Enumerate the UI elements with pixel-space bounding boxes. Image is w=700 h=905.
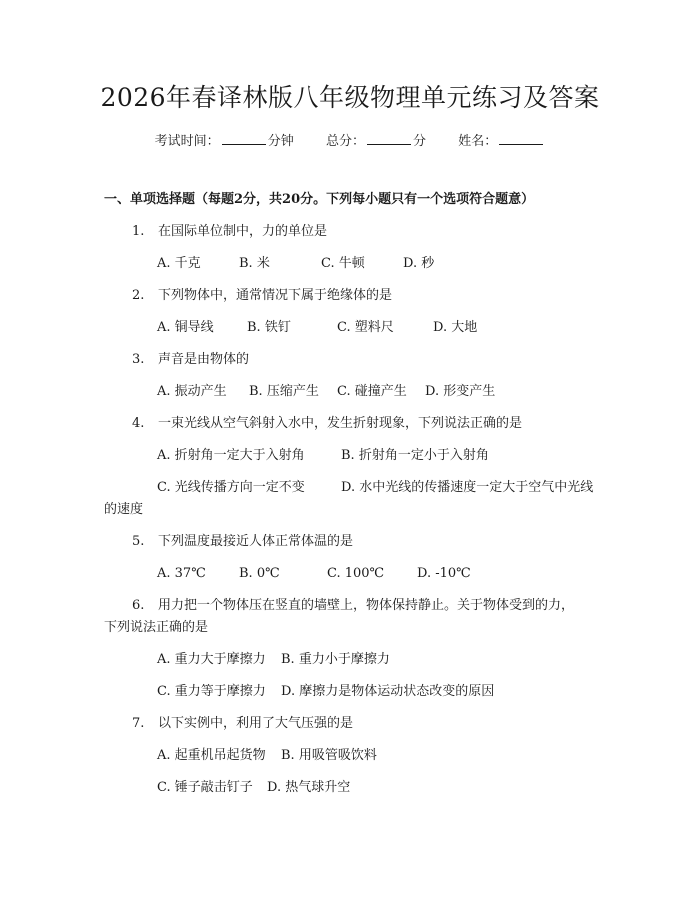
section-heading: 一、单项选择题（每题2分，共20分。下列每小题只有一个选项符合题意）	[104, 192, 535, 207]
question-options	[157, 474, 593, 502]
question-text: 声音是由物体的	[158, 352, 250, 367]
option: C. 塑料尺	[337, 320, 394, 335]
question-options	[157, 646, 390, 674]
option: D. 大地	[433, 320, 478, 335]
option: C. 重力等于摩擦力	[157, 684, 266, 699]
time-unit: 分钟	[267, 134, 294, 149]
page-title: 2026年春译林版八年级物理单元练习及答案	[100, 83, 600, 112]
score-unit: 分	[413, 134, 427, 149]
option: A. 振动产生	[157, 384, 227, 399]
option: D. 水中光线的传播速度一定大于空气中光线	[341, 480, 594, 495]
option: C. 碰撞产生	[337, 384, 407, 399]
question-number: 3.	[132, 352, 145, 367]
option: B. 折射角一定小于入射角	[341, 448, 489, 463]
question-number: 1.	[132, 224, 145, 239]
question-text: 下列物体中，通常情况下属于绝缘体的是	[158, 288, 393, 303]
question-text: 以下实例中，利用了大气压强的是	[158, 716, 354, 731]
question-text: 用力把一个物体压在竖直的墙壁上，物体保持静止。关于物体受到的力，	[158, 598, 575, 613]
option: B. 米	[239, 256, 270, 271]
question-number: 5.	[132, 534, 145, 549]
question-stem	[132, 410, 522, 438]
time-label: 考试时间：	[154, 134, 220, 149]
question-stem	[132, 346, 249, 374]
question-options	[157, 774, 350, 802]
score-label: 总分：	[325, 134, 365, 149]
option-continuation: 的速度	[104, 502, 144, 517]
name-label: 姓名：	[458, 134, 498, 149]
question-options	[157, 560, 471, 588]
option: D. 热气球升空	[267, 780, 351, 795]
time-blank	[222, 128, 266, 145]
question-text: 下列温度最接近人体正常体温的是	[158, 534, 354, 549]
option: A. 折射角一定大于入射角	[157, 448, 305, 463]
question-number: 2.	[132, 288, 145, 303]
score-blank	[367, 128, 411, 145]
option: D. -10℃	[417, 566, 471, 581]
question-stem	[132, 710, 353, 738]
option: B. 重力小于摩擦力	[281, 652, 390, 667]
question-options	[157, 250, 434, 278]
name-blank	[499, 128, 543, 145]
option: D. 摩擦力是物体运动状态改变的原因	[281, 684, 495, 699]
option: C. 光线传播方向一定不变	[157, 480, 305, 495]
exam-meta	[0, 128, 700, 156]
option: A. 铜导线	[157, 320, 214, 335]
option: B. 0℃	[239, 566, 280, 581]
option: A. 起重机吊起货物	[157, 748, 266, 763]
question-stem	[132, 218, 327, 246]
question-options	[157, 314, 477, 342]
question-options	[157, 742, 377, 770]
option: C. 100℃	[327, 566, 385, 581]
question-stem	[132, 282, 392, 310]
option: B. 铁钉	[247, 320, 291, 335]
question-number: 6.	[132, 598, 145, 613]
question-number: 4.	[132, 416, 145, 431]
option: C. 牛顿	[321, 256, 365, 271]
question-number: 7.	[132, 716, 145, 731]
question-options	[157, 378, 495, 406]
question-text: 一束光线从空气斜射入水中，发生折射现象，下列说法正确的是	[158, 416, 523, 431]
question-text: 在国际单位制中，力的单位是	[158, 224, 328, 239]
option: D. 形变产生	[425, 384, 496, 399]
option: B. 用吸管吸饮料	[281, 748, 377, 763]
question-options	[157, 442, 489, 470]
option: A. 重力大于摩擦力	[157, 652, 266, 667]
question-options	[157, 678, 494, 706]
question-text-continuation: 下列说法正确的是	[104, 620, 209, 635]
question-stem	[132, 528, 353, 556]
option: A. 37℃	[157, 566, 206, 581]
option: B. 压缩产生	[249, 384, 319, 399]
option: A. 千克	[157, 256, 201, 271]
option: C. 锤子敲击钉子	[157, 780, 253, 795]
option: D. 秒	[403, 256, 435, 271]
